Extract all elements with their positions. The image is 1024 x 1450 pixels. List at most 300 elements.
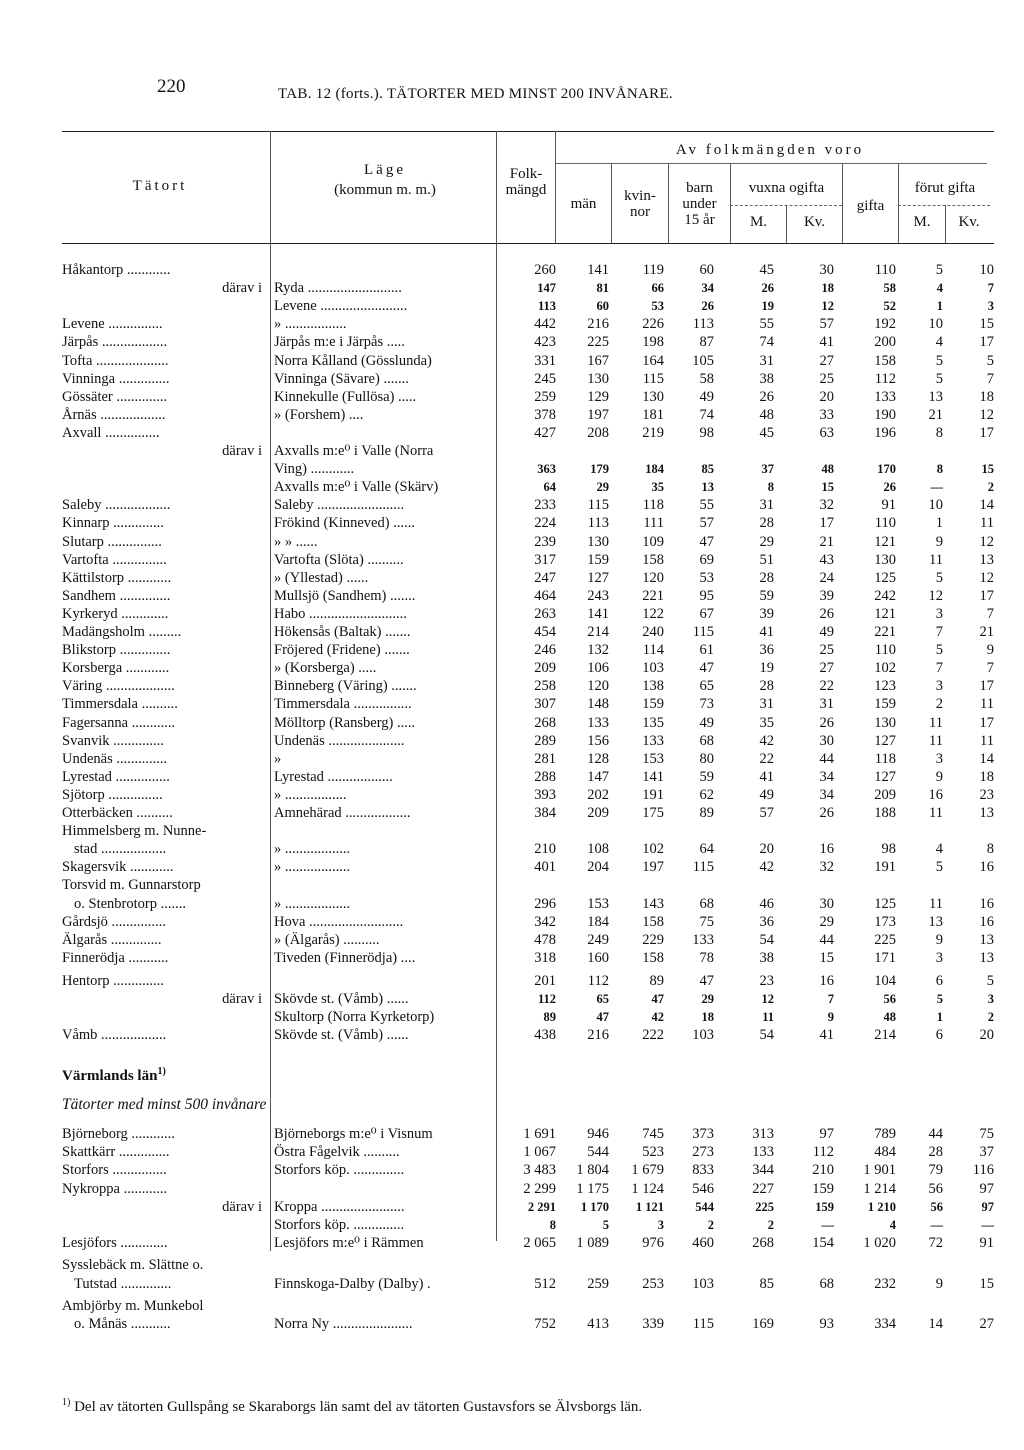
value-folkmangd: 247 bbox=[534, 569, 556, 586]
value-vuxna-m: 48 bbox=[759, 406, 774, 423]
value-forut-kv: 97 bbox=[981, 1199, 994, 1214]
value-vuxna-m: 36 bbox=[759, 913, 774, 930]
value-vuxna-m: 45 bbox=[759, 424, 774, 441]
value-folkmangd: 112 bbox=[537, 992, 556, 1006]
value-vuxna-m: 41 bbox=[759, 768, 774, 785]
value-barn: 64 bbox=[699, 841, 714, 858]
tatort-name: Blikstorp .............. bbox=[62, 642, 171, 659]
value-vuxna-kv: 32 bbox=[819, 859, 834, 876]
value-kvinnor: 976 bbox=[642, 1235, 664, 1252]
value-vuxna-m: 2 bbox=[767, 1218, 774, 1232]
value-forut-m: 7 bbox=[935, 624, 943, 640]
lage-cell: Skövde st. (Våmb) ...... bbox=[274, 1027, 409, 1044]
value-folkmangd: 245 bbox=[534, 370, 556, 387]
lage-cell: Axvalls m:e⁰ i Valle (Norra bbox=[274, 443, 434, 459]
value-forut-kv: 17 bbox=[979, 424, 994, 441]
value-vuxna-kv: 15 bbox=[819, 949, 834, 966]
value-folkmangd: 478 bbox=[534, 931, 556, 948]
value-forut-m: 10 bbox=[928, 497, 943, 514]
value-vuxna-kv: 93 bbox=[819, 1316, 834, 1332]
lage-cell: Norra Ny ...................... bbox=[274, 1316, 413, 1332]
value-vuxna-kv: 26 bbox=[819, 605, 834, 622]
value-gifta: 102 bbox=[874, 660, 896, 677]
lage-cell: Norra Kålland (Gösslunda) bbox=[274, 352, 432, 369]
value-vuxna-m: 29 bbox=[759, 533, 774, 550]
value-kvinnor: 1 121 bbox=[635, 1199, 664, 1214]
value-kvinnor: 115 bbox=[642, 370, 664, 387]
table-row bbox=[0, 461, 1024, 478]
value-barn: 47 bbox=[699, 533, 714, 550]
col-header-gifta: gifta bbox=[856, 198, 885, 214]
value-kvinnor: 53 bbox=[651, 299, 664, 314]
table-row bbox=[0, 769, 1024, 786]
value-folkmangd: 378 bbox=[534, 406, 556, 423]
value-vuxna-kv: 41 bbox=[819, 1027, 834, 1044]
tatort-name: Väring ................... bbox=[62, 678, 175, 695]
value-kvinnor: 745 bbox=[642, 1126, 664, 1142]
table-row bbox=[0, 443, 1024, 460]
value-forut-m: 11 bbox=[929, 551, 943, 568]
value-kvinnor: 47 bbox=[651, 992, 664, 1006]
col-header-kvinnor: kvin- bbox=[624, 188, 656, 204]
table-row bbox=[0, 425, 1024, 442]
value-man: 113 bbox=[587, 515, 609, 532]
tatort-name: Lesjöfors ............. bbox=[62, 1235, 168, 1252]
value-forut-m: 5 bbox=[935, 370, 943, 387]
value-man: 1 089 bbox=[576, 1235, 609, 1252]
value-forut-kv: 7 bbox=[986, 660, 994, 677]
table-row bbox=[0, 950, 1024, 967]
value-vuxna-m: 42 bbox=[759, 859, 774, 876]
value-man: 225 bbox=[587, 334, 609, 351]
tatort-name: Fagersanna ............ bbox=[62, 714, 176, 731]
value-forut-kv: 5 bbox=[986, 352, 994, 369]
table-row bbox=[0, 1009, 1024, 1026]
table-row bbox=[0, 1276, 1024, 1293]
table-row bbox=[0, 497, 1024, 514]
value-gifta: 110 bbox=[874, 642, 896, 659]
value-man: 141 bbox=[587, 262, 609, 278]
col-header-lage-sub: (kommun m. m.) bbox=[334, 182, 436, 198]
lage-cell: Skultorp (Norra Kyrketorp) bbox=[274, 1009, 435, 1026]
value-gifta: 91 bbox=[881, 497, 896, 514]
value-forut-kv: 14 bbox=[979, 497, 994, 514]
value-forut-m: 14 bbox=[928, 1316, 943, 1332]
value-gifta: 110 bbox=[874, 262, 896, 278]
tatort-name: Otterbäcken .......... bbox=[62, 805, 173, 821]
value-folkmangd: 363 bbox=[537, 462, 556, 477]
value-vuxna-kv: 22 bbox=[819, 678, 834, 695]
value-man: 127 bbox=[587, 569, 609, 586]
value-vuxna-m: 169 bbox=[752, 1316, 774, 1332]
col-header-forut-m: M. bbox=[913, 214, 931, 230]
tatort-name: Gårdsjö ............... bbox=[62, 913, 166, 930]
value-forut-m: 13 bbox=[928, 388, 943, 405]
lage-cell: » .................. bbox=[274, 841, 351, 858]
value-barn: 105 bbox=[692, 352, 714, 369]
value-forut-m: 3 bbox=[935, 949, 943, 966]
value-folkmangd: 224 bbox=[534, 515, 556, 532]
value-kvinnor: 42 bbox=[651, 1010, 664, 1025]
value-man: 249 bbox=[587, 931, 609, 948]
value-barn: 61 bbox=[699, 642, 714, 659]
value-gifta: 121 bbox=[874, 533, 896, 550]
value-gifta: 200 bbox=[874, 334, 896, 351]
value-vuxna-m: 31 bbox=[759, 352, 774, 369]
value-forut-m: 72 bbox=[928, 1235, 943, 1252]
value-barn: 833 bbox=[692, 1162, 714, 1179]
tatort-name: Sandhem .............. bbox=[62, 587, 171, 604]
value-forut-kv: 17 bbox=[979, 714, 994, 731]
value-folkmangd: 512 bbox=[534, 1275, 556, 1292]
value-gifta: 98 bbox=[881, 841, 896, 858]
table-row bbox=[0, 534, 1024, 551]
value-kvinnor: 119 bbox=[642, 262, 664, 278]
value-forut-kv: 3 bbox=[987, 992, 994, 1006]
value-folkmangd: 201 bbox=[534, 972, 556, 989]
value-man: 179 bbox=[590, 462, 609, 477]
lage-cell: Fröjered (Fridene) ....... bbox=[274, 642, 410, 659]
value-vuxna-m: 42 bbox=[759, 732, 774, 749]
value-vuxna-kv: 44 bbox=[819, 931, 834, 948]
value-vuxna-m: 22 bbox=[759, 750, 774, 767]
tatort-name: Storfors ............... bbox=[62, 1162, 167, 1179]
value-forut-m: 56 bbox=[930, 1199, 943, 1214]
value-folkmangd: 260 bbox=[534, 262, 556, 278]
value-kvinnor: 120 bbox=[642, 569, 664, 586]
col-header-barn: barn bbox=[686, 180, 713, 196]
value-vuxna-kv: 31 bbox=[819, 696, 834, 713]
col-header-barn-2: under bbox=[682, 196, 717, 212]
value-man: 544 bbox=[587, 1144, 609, 1161]
value-vuxna-kv: 25 bbox=[819, 642, 834, 659]
value-vuxna-kv: 17 bbox=[819, 515, 834, 532]
value-man: 47 bbox=[596, 1010, 609, 1025]
tatort-name: Vartofta ............... bbox=[62, 551, 167, 568]
value-vuxna-m: 227 bbox=[752, 1180, 774, 1197]
table-row bbox=[0, 515, 1024, 532]
value-folkmangd: 210 bbox=[534, 841, 556, 858]
value-forut-kv: 12 bbox=[979, 569, 994, 586]
value-gifta: 191 bbox=[874, 859, 896, 876]
value-forut-kv: 10 bbox=[979, 262, 994, 278]
value-barn: 115 bbox=[692, 1316, 714, 1332]
value-forut-kv: 11 bbox=[980, 732, 994, 749]
value-man: 115 bbox=[587, 497, 609, 514]
lage-cell: Storfors köp. .............. bbox=[274, 1217, 405, 1233]
value-barn: 49 bbox=[699, 388, 714, 405]
lage-cell: Hökensås (Baltak) ....... bbox=[274, 624, 411, 640]
value-kvinnor: 118 bbox=[642, 497, 664, 514]
value-gifta: 170 bbox=[877, 462, 896, 477]
table-row bbox=[0, 1316, 1024, 1333]
table-row bbox=[0, 552, 1024, 569]
value-barn: 53 bbox=[699, 569, 714, 586]
value-barn: 373 bbox=[692, 1126, 714, 1142]
value-barn: 47 bbox=[699, 660, 714, 677]
value-gifta: 121 bbox=[874, 605, 896, 622]
value-folkmangd: 246 bbox=[534, 642, 556, 659]
table-row bbox=[0, 696, 1024, 713]
value-forut-m: 11 bbox=[929, 895, 943, 912]
value-folkmangd: 442 bbox=[534, 316, 556, 333]
lage-cell: Lyrestad .................. bbox=[274, 768, 393, 785]
value-gifta: 127 bbox=[874, 768, 896, 785]
value-forut-m: 10 bbox=[928, 316, 943, 333]
tatort-name: Kyrkeryd ............. bbox=[62, 605, 169, 622]
col-header-forut-kv: Kv. bbox=[958, 214, 980, 230]
value-vuxna-kv: 63 bbox=[819, 424, 834, 441]
table-row bbox=[0, 896, 1024, 913]
value-kvinnor: 158 bbox=[642, 913, 664, 930]
value-folkmangd: 209 bbox=[534, 660, 556, 677]
value-folkmangd: 318 bbox=[534, 949, 556, 966]
value-forut-m: 4 bbox=[935, 334, 943, 351]
value-barn: 29 bbox=[701, 992, 714, 1006]
tatort-name: Sysslebäck m. Slättne o. bbox=[62, 1257, 204, 1274]
section-title-text: Värmlands län bbox=[62, 1068, 158, 1084]
table-row bbox=[0, 353, 1024, 370]
value-man: 159 bbox=[587, 551, 609, 568]
value-gifta: 171 bbox=[874, 949, 896, 966]
value-forut-m: — bbox=[930, 1218, 943, 1232]
value-vuxna-m: 37 bbox=[761, 462, 774, 477]
value-forut-m: 5 bbox=[935, 642, 943, 659]
value-forut-m: 11 bbox=[929, 805, 943, 821]
lage-cell: » .................. bbox=[274, 859, 351, 876]
value-vuxna-kv: 210 bbox=[812, 1162, 834, 1179]
lage-cell: Saleby ........................ bbox=[274, 497, 405, 514]
value-forut-kv: 7 bbox=[987, 281, 994, 296]
tatort-name: Finnerödja ........... bbox=[62, 949, 169, 966]
value-barn: 67 bbox=[699, 605, 714, 622]
value-forut-kv: 27 bbox=[979, 1316, 994, 1332]
value-forut-m: 16 bbox=[928, 786, 943, 803]
value-barn: 80 bbox=[699, 750, 714, 767]
table-row bbox=[0, 642, 1024, 659]
value-forut-kv: 18 bbox=[979, 388, 994, 405]
tatort-name: Hentorp .............. bbox=[62, 972, 164, 989]
value-kvinnor: 191 bbox=[642, 786, 664, 803]
value-forut-m: 9 bbox=[935, 931, 943, 948]
col-header-forut: förut gifta bbox=[914, 180, 976, 196]
table-row bbox=[0, 1027, 1024, 1044]
col-divider bbox=[898, 163, 899, 243]
tatort-name: Axvall ............... bbox=[62, 424, 160, 441]
value-kvinnor: 3 bbox=[657, 1218, 664, 1232]
value-forut-m: 6 bbox=[935, 1027, 943, 1044]
value-forut-kv: 9 bbox=[986, 642, 994, 659]
table-row bbox=[0, 1235, 1024, 1252]
value-gifta: 158 bbox=[874, 352, 896, 369]
col-header-vuxna-m: M. bbox=[749, 214, 768, 230]
value-vuxna-kv: 68 bbox=[819, 1275, 834, 1292]
value-folkmangd: 296 bbox=[534, 895, 556, 912]
value-gifta: 104 bbox=[874, 972, 896, 989]
value-forut-m: 5 bbox=[936, 992, 943, 1006]
lage-cell: » ................. bbox=[274, 786, 347, 803]
value-vuxna-kv: 57 bbox=[819, 316, 834, 333]
value-folkmangd: 342 bbox=[534, 913, 556, 930]
value-vuxna-m: 49 bbox=[759, 786, 774, 803]
tatort-name: Nykroppa ............ bbox=[62, 1180, 168, 1197]
tatort-name: Ambjörby m. Munkebol bbox=[62, 1297, 204, 1314]
value-forut-kv: 21 bbox=[979, 624, 994, 640]
value-barn: 273 bbox=[692, 1144, 714, 1161]
value-kvinnor: 130 bbox=[642, 388, 664, 405]
value-gifta: 112 bbox=[874, 370, 896, 387]
value-man: 214 bbox=[587, 624, 609, 640]
value-forut-kv: 12 bbox=[979, 533, 994, 550]
value-kvinnor: 109 bbox=[642, 533, 664, 550]
value-vuxna-kv: 49 bbox=[819, 624, 834, 640]
value-man: 108 bbox=[587, 841, 609, 858]
value-folkmangd: 89 bbox=[543, 1010, 556, 1025]
value-man: 106 bbox=[587, 660, 609, 677]
value-folkmangd: 233 bbox=[534, 497, 556, 514]
value-man: 130 bbox=[587, 370, 609, 387]
value-gifta: 56 bbox=[883, 992, 896, 1006]
value-forut-m: 5 bbox=[935, 352, 943, 369]
value-barn: 55 bbox=[699, 497, 714, 514]
value-forut-kv: 16 bbox=[979, 859, 994, 876]
value-vuxna-m: 35 bbox=[759, 714, 774, 731]
value-man: 112 bbox=[587, 972, 609, 989]
value-kvinnor: 159 bbox=[642, 696, 664, 713]
value-forut-kv: 17 bbox=[979, 334, 994, 351]
value-man: 147 bbox=[587, 768, 609, 785]
lage-cell: Levene ........................ bbox=[274, 298, 408, 315]
value-vuxna-m: 41 bbox=[759, 624, 774, 640]
section-subtitle: Tätorter med minst 500 invånare bbox=[62, 1096, 267, 1113]
value-vuxna-m: 28 bbox=[759, 515, 774, 532]
value-vuxna-kv: 26 bbox=[819, 805, 834, 821]
value-forut-m: 9 bbox=[935, 768, 943, 785]
lage-cell: Lesjöfors m:e⁰ i Rämmen bbox=[274, 1235, 424, 1252]
tatort-name: Vinninga .............. bbox=[62, 370, 170, 387]
value-vuxna-m: 45 bbox=[759, 262, 774, 278]
value-folkmangd: 464 bbox=[534, 587, 556, 604]
lage-cell: » » ...... bbox=[274, 533, 318, 550]
value-forut-kv: 15 bbox=[981, 462, 994, 477]
table-row bbox=[0, 877, 1024, 894]
value-forut-kv: 3 bbox=[987, 299, 994, 314]
value-vuxna-kv: 24 bbox=[819, 569, 834, 586]
value-vuxna-m: 38 bbox=[759, 370, 774, 387]
value-vuxna-m: 12 bbox=[761, 992, 774, 1006]
col-divider bbox=[555, 131, 556, 243]
value-vuxna-m: 39 bbox=[759, 605, 774, 622]
value-barn: 87 bbox=[699, 334, 714, 351]
lage-cell: » (Forshem) .... bbox=[274, 406, 364, 423]
value-gifta: 159 bbox=[874, 696, 896, 713]
value-vuxna-m: 55 bbox=[759, 316, 774, 333]
lage-cell: Kinnekulle (Fullösa) ..... bbox=[274, 388, 417, 405]
value-kvinnor: 175 bbox=[642, 805, 664, 821]
tatort-name: stad .................. bbox=[74, 841, 167, 858]
value-man: 243 bbox=[587, 587, 609, 604]
section-note-mark: 1) bbox=[157, 1066, 166, 1077]
value-vuxna-m: 46 bbox=[759, 895, 774, 912]
value-man: 216 bbox=[587, 1027, 609, 1044]
table-row bbox=[0, 914, 1024, 931]
value-forut-m: 9 bbox=[935, 1275, 943, 1292]
value-man: 5 bbox=[602, 1218, 609, 1232]
value-kvinnor: 523 bbox=[642, 1144, 664, 1161]
col-header-vuxna: vuxna ogifta bbox=[748, 180, 825, 196]
value-vuxna-kv: 30 bbox=[819, 262, 834, 278]
value-gifta: 48 bbox=[883, 1010, 896, 1025]
value-vuxna-kv: 159 bbox=[815, 1199, 834, 1214]
value-barn: 13 bbox=[701, 480, 714, 495]
col-header-tatort: Tätort bbox=[132, 178, 188, 194]
value-barn: 98 bbox=[699, 424, 714, 441]
table-row bbox=[0, 715, 1024, 732]
table-row bbox=[0, 841, 1024, 858]
value-kvinnor: 89 bbox=[649, 972, 664, 989]
value-kvinnor: 138 bbox=[642, 678, 664, 695]
tatort-name: Skattkärr .............. bbox=[62, 1144, 170, 1161]
value-barn: 115 bbox=[692, 624, 714, 640]
value-man: 128 bbox=[587, 750, 609, 767]
value-man: 130 bbox=[587, 533, 609, 550]
value-gifta: 4 bbox=[889, 1218, 896, 1232]
value-gifta: 196 bbox=[874, 424, 896, 441]
value-vuxna-kv: 159 bbox=[812, 1180, 834, 1197]
value-forut-kv: 13 bbox=[979, 551, 994, 568]
value-folkmangd: 427 bbox=[534, 424, 556, 441]
value-forut-m: 1 bbox=[936, 1010, 943, 1025]
sub-rule-2 bbox=[898, 205, 990, 206]
table-row bbox=[0, 1257, 1024, 1274]
value-forut-m: 3 bbox=[935, 678, 943, 695]
lage-cell: » bbox=[274, 750, 282, 767]
value-man: 202 bbox=[587, 786, 609, 803]
value-gifta: 52 bbox=[883, 299, 896, 314]
value-man: 209 bbox=[587, 805, 609, 821]
lage-cell: Habo ........................... bbox=[274, 605, 407, 622]
value-vuxna-m: 20 bbox=[759, 841, 774, 858]
value-kvinnor: 102 bbox=[642, 841, 664, 858]
value-forut-m: 11 bbox=[929, 732, 943, 749]
value-vuxna-m: 26 bbox=[761, 281, 774, 296]
value-man: 259 bbox=[587, 1275, 609, 1292]
value-forut-kv: 23 bbox=[979, 786, 994, 803]
lage-cell: Östra Fågelvik .......... bbox=[274, 1144, 400, 1161]
value-folkmangd: 289 bbox=[534, 732, 556, 749]
tatort-name: Björneborg ............ bbox=[62, 1126, 175, 1142]
value-forut-m: 3 bbox=[935, 605, 943, 622]
value-vuxna-m: 54 bbox=[759, 1027, 774, 1044]
tatort-name: Svanvik .............. bbox=[62, 732, 164, 749]
lage-cell: Binneberg (Väring) ....... bbox=[274, 678, 417, 695]
value-vuxna-m: 57 bbox=[759, 805, 774, 821]
value-folkmangd: 307 bbox=[534, 696, 556, 713]
value-gifta: 125 bbox=[874, 569, 896, 586]
value-forut-kv: 7 bbox=[986, 605, 994, 622]
value-folkmangd: 1 691 bbox=[523, 1126, 556, 1142]
col-header-barn-3: 15 år bbox=[684, 212, 715, 228]
value-vuxna-kv: 15 bbox=[821, 480, 834, 495]
page-number: 220 bbox=[157, 76, 186, 97]
tatort-name: o. Stenbrotorp ....... bbox=[74, 895, 186, 912]
table-row bbox=[0, 1181, 1024, 1198]
value-vuxna-m: 23 bbox=[759, 972, 774, 989]
value-kvinnor: 141 bbox=[642, 768, 664, 785]
table-row bbox=[0, 1298, 1024, 1315]
value-gifta: 127 bbox=[874, 732, 896, 749]
table-row bbox=[0, 787, 1024, 804]
